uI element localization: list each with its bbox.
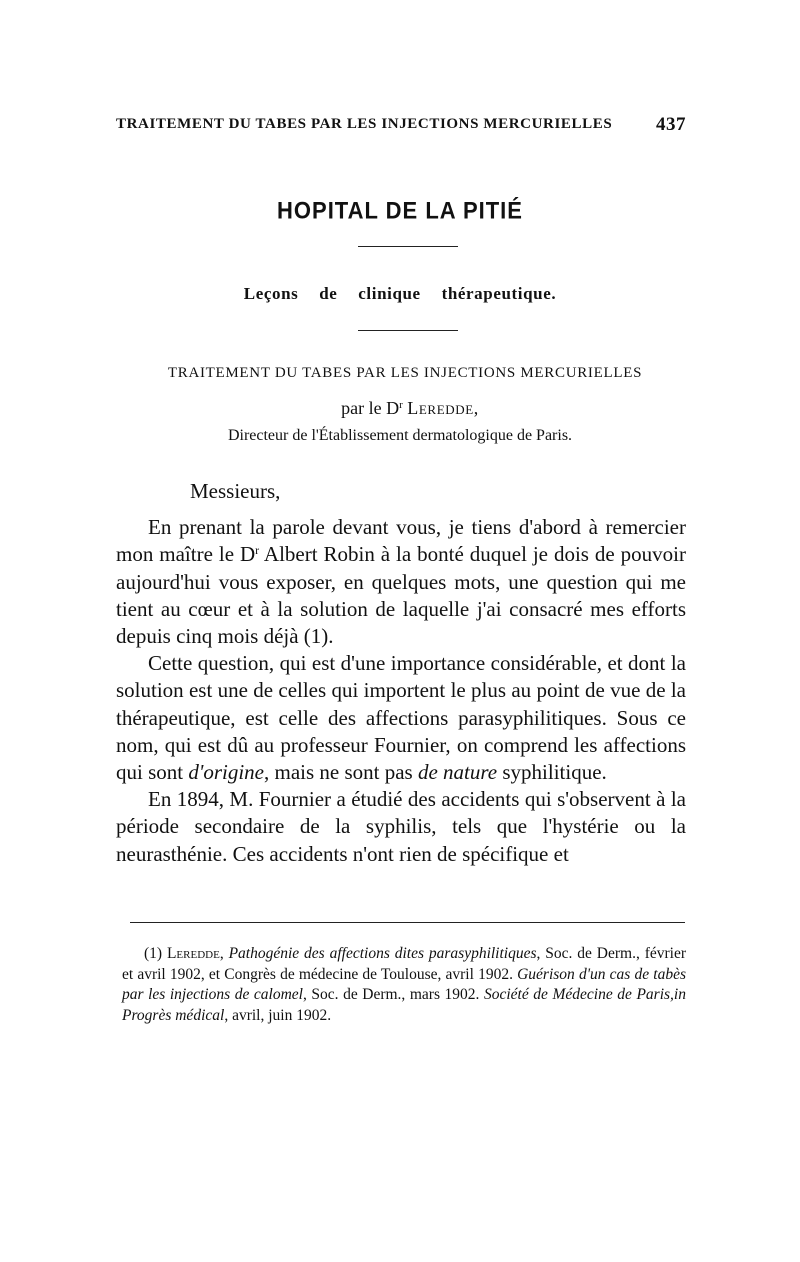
footnote <box>122 944 686 1026</box>
paragraph-1-text-b: Albert Robin à la bonté duquel je dois de pouvoir aujourd'hui vous exposer, en quelques mots, une question qui me tient au cœur et à la solution de laquelle j'ai consacré mes efforts depuis cinq mois déjà (1). <box>116 542 686 649</box>
paragraph-2-italic-1: d'origine <box>188 760 264 785</box>
lecture-subtitle <box>0 284 800 304</box>
paragraph-1 <box>116 514 686 650</box>
article-title: TRAITEMENT DU TABES PAR LES INJECTIONS MERCURIELLES <box>167 365 643 381</box>
footnote-text-4: , avril, juin 1902. <box>224 1006 332 1024</box>
author-name: Leredde, <box>407 398 479 418</box>
footnote-text-1: , <box>219 945 229 962</box>
footnote-rule <box>130 922 685 923</box>
footnote-text-3: , Soc. de Derm., mars 1902. <box>302 986 484 1003</box>
author-affiliation: Directeur de l'Établissement dermatologique de Paris. <box>227 427 573 444</box>
body-text <box>116 478 686 868</box>
author-byline <box>0 398 800 419</box>
footnote-author: Leredde <box>166 945 220 962</box>
running-head <box>116 116 686 133</box>
footnote-text-2: , Soc. de Derm., février et avril 1902, et Congrès de médecine de Toulouse, avril 1902. <box>122 945 686 983</box>
subtitle-word: Leçons <box>243 284 299 303</box>
byline-prefix: par le D <box>341 398 400 418</box>
subtitle-word: clinique <box>358 284 421 303</box>
divider-rule-bottom <box>358 330 458 331</box>
paragraph-2 <box>116 650 686 786</box>
paragraph-3: En 1894, M. Fournier a étudié des accidents qui s'observent à la période secondaire de la syphilis, tels que l'hystérie ou la neurasthénie. Ces accidents n'ont rien de spécifique et <box>116 787 686 866</box>
footnote-italic-3: Société de Médecine de Paris,in Progrès médical <box>122 986 686 1024</box>
footnote-italic-2: Guérison d'un cas de tabès par les injections de calomel <box>122 965 686 1003</box>
footnote-italic-1: Pathogénie des affections dites parasyphilitiques <box>228 945 537 962</box>
paragraph-2-italic-2: de nature <box>417 760 498 785</box>
running-head-title: TRAITEMENT DU TABES PAR LES INJECTIONS MERCURIELLES <box>116 116 613 132</box>
salutation: Messieurs, <box>190 479 281 503</box>
paragraph-2-text-c: syphilitique. <box>497 760 607 785</box>
footnote-number: (1) <box>144 945 167 962</box>
subtitle-word: thérapeutique. <box>441 284 557 303</box>
hospital-heading: HOPITAL DE LA PITIÉ <box>277 196 523 224</box>
paragraph-2-text-a: Cette question, qui est d'une importance considérable, et dont la solution est une de celles qui importent le plus au point de vue de la thérapeutique, est celle des affections parasyphilitiques. Sous ce nom, qui est dû au professeur Fournier, on comprend les affections qui sont <box>116 651 686 785</box>
subtitle-word: de <box>319 284 338 303</box>
footnote-text <box>122 944 686 1026</box>
byline-sup: r <box>399 399 403 411</box>
paragraph-2-text-b: , mais ne sont pas <box>264 760 418 785</box>
paragraph-1-text-a: En prenant la parole devant vous, je tiens d'abord à remercier mon maître le D <box>116 515 686 567</box>
paragraph-1-sup: r <box>255 543 260 558</box>
divider-rule-top <box>358 246 458 247</box>
page-number: 437 <box>656 114 686 135</box>
